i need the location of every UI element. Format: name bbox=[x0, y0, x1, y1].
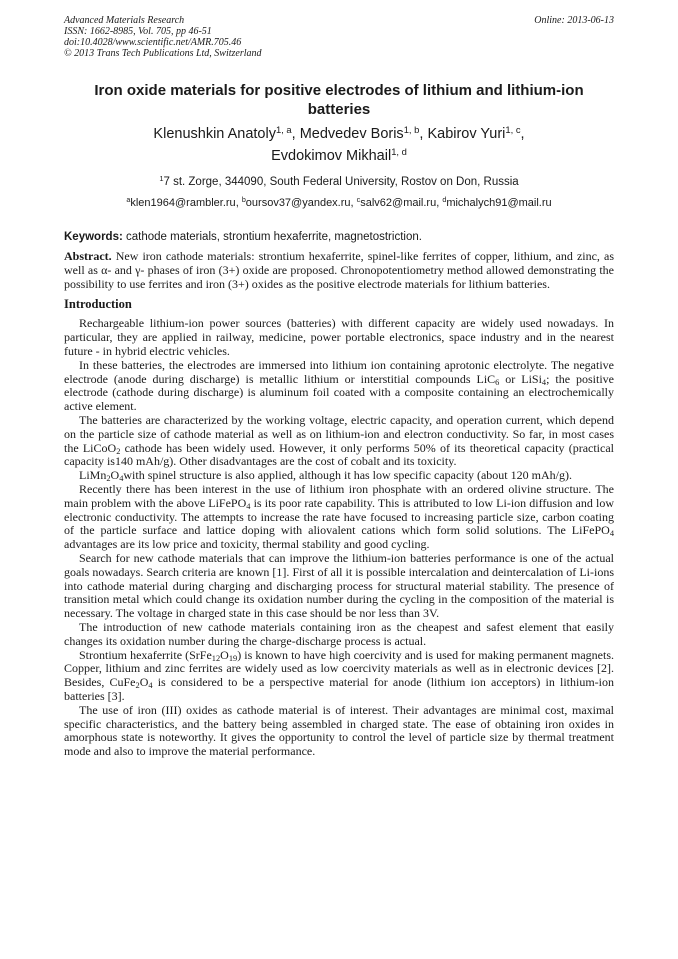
abstract bbox=[64, 250, 614, 291]
journal-header bbox=[64, 15, 614, 59]
abstract-label: Abstract. bbox=[64, 249, 112, 263]
author: Klenushkin Anatoly$^{1, a}$, bbox=[153, 123, 300, 142]
keywords-label: Keywords: bbox=[64, 231, 123, 243]
keywords-text: cathode materials, strontium hexaferrite, magnetostriction. bbox=[122, 231, 422, 243]
abstract-text: New iron cathode materials: strontium hexaferrite, spinel-like ferrites of copper, lithium, and zinc, as well as α- and γ- phases of iron (3+) oxide are proposed. Chronopotentiometry method allowed demonstrating the possibility to use ferrites and iron (3+) oxides as the positive electrode materials for lithium batteries. bbox=[64, 249, 614, 291]
paragraph: Rechargeable lithium-ion power sources (batteries) with different capacity are widely used nowadays. In particular, they are applied in railway, medicine, power portable electronics, space industry and in the nearest future - in hybrid electric vehicles. bbox=[64, 316, 614, 358]
paper-title: Iron oxide materials for positive electrodes of lithium and lithium-ion batteries bbox=[94, 82, 584, 118]
article-body bbox=[64, 250, 614, 759]
section-heading: Introduction bbox=[64, 297, 132, 312]
online-date: Online: 2013-06-13 bbox=[534, 15, 614, 26]
paragraph: $LiMn_2O_4with$ spinel structure is also applied, although it has low specific capacity (about 120 mAh/g). bbox=[79, 468, 572, 484]
paragraph: The batteries are characterized by the working voltage, electric capacity, and operation current, which depend on the particle size of cathode material as well as on lithium-ion and electron conductivity. So far, in most cases the LiCoO$_2$ cathode has been widely used. However, it only performs 50% of its theoretical capacity (practical capacity is140 mAh/g). Other disadvantages are the cost of cobalt and its toxicity. bbox=[64, 412, 614, 469]
email-list bbox=[64, 196, 614, 210]
author: Evdokimov Mikhail$^{1, d}$ bbox=[271, 145, 407, 164]
author-list bbox=[64, 123, 614, 167]
email[interactable]: $^c$salv62@mail.ru, bbox=[356, 196, 443, 209]
paragraph: The introduction of new cathode materials containing iron as the cheapest and safest element that easily changes its oxidation number during the charge-discharge process is actual. bbox=[64, 619, 614, 648]
author: Kabirov Yuri$^{1, c}$, bbox=[427, 123, 525, 142]
email[interactable]: $^b$oursov37@yandex.ru, bbox=[241, 196, 357, 209]
affiliation: $^1$7 st. Zorge, 344090, South Federal University, Rostov on Don, Russia bbox=[159, 173, 519, 188]
author: Medvedev Boris$^{1, b}$, bbox=[299, 123, 428, 142]
journal-name: Advanced Materials Research bbox=[64, 15, 185, 26]
paragraph: In these batteries, the electrodes are immersed into lithium ion containing aprotonic electrolyte. The negative electrode (anode during discharge) is metallic lithium or interstitial compounds LiC$_6$ or LiSi$_4$; the positive electrode (cathode during discharge) is aluminum foil coated with a composite containing an electrochemically active element. bbox=[64, 357, 614, 414]
email[interactable]: $^a$klen1964@rambler.ru, bbox=[126, 196, 242, 209]
paragraph: Recently there has been interest in the use of lithium iron phosphate with an ordered olivine structure. The main problem with the above LiFePO$_4$ is its poor rate capability. This is attributed to low Li-ion diffusion and low electronic conductivity. The attempts to increase the rate have focused to increasing particle size, carbon coating of the particle surface and lattice doping with aliovalent cations which form solid solutions. The LiFePO$_4$ advantages are its low price and toxicity, thermal stability and good cycling. bbox=[64, 481, 614, 552]
copyright-line: © 2013 Trans Tech Publications Ltd, Switzerland bbox=[64, 48, 262, 59]
paragraph: The use of iron (III) oxides as cathode material is of interest. Their advantages are minimal cost, maximal specific characteristics, and the battery being assembled in charged state. The ease of obtaining iron oxides in amorphous state is noteworthy. It gives the opportunity to control the level of particle size by thermal treatment mode and also to improve the material performance. bbox=[64, 702, 614, 759]
paragraph: Strontium hexaferrite $(SrFe_{12}O_{19})$ is known to have high coercivity and is used for making permanent magnets. Copper, lithium and zinc ferrites are widely used as low coercivity materials as well as in electronic devices [2]. Besides, $CuFe_2O_4$ is considered to be a perspective material for anode (lithium ion acceptors) in lithium-ion batteries [3]. bbox=[64, 647, 614, 703]
issn-line: ISSN: 1662-8985, Vol. 705, pp 46-51 bbox=[64, 26, 212, 37]
doi-line: doi:10.4028/www.scientific.net/AMR.705.46 bbox=[64, 37, 242, 48]
keywords bbox=[64, 230, 614, 244]
paragraph: Search for new cathode materials that can improve the lithium-ion batteries performance is one of the actual goals nowadays. Search criteria are known [1]. First of all it is possible intercalation and deintercalation of Li-ions into cathode material during charging and discharging process for structural material stability. The presence of transition metal which could change its oxidation number during the cycling in the composition of the material is necessary. The voltage in charged state in this case should be nor less than 3V. bbox=[64, 550, 614, 621]
email[interactable]: $^d$michalych91@mail.ru bbox=[442, 196, 552, 209]
